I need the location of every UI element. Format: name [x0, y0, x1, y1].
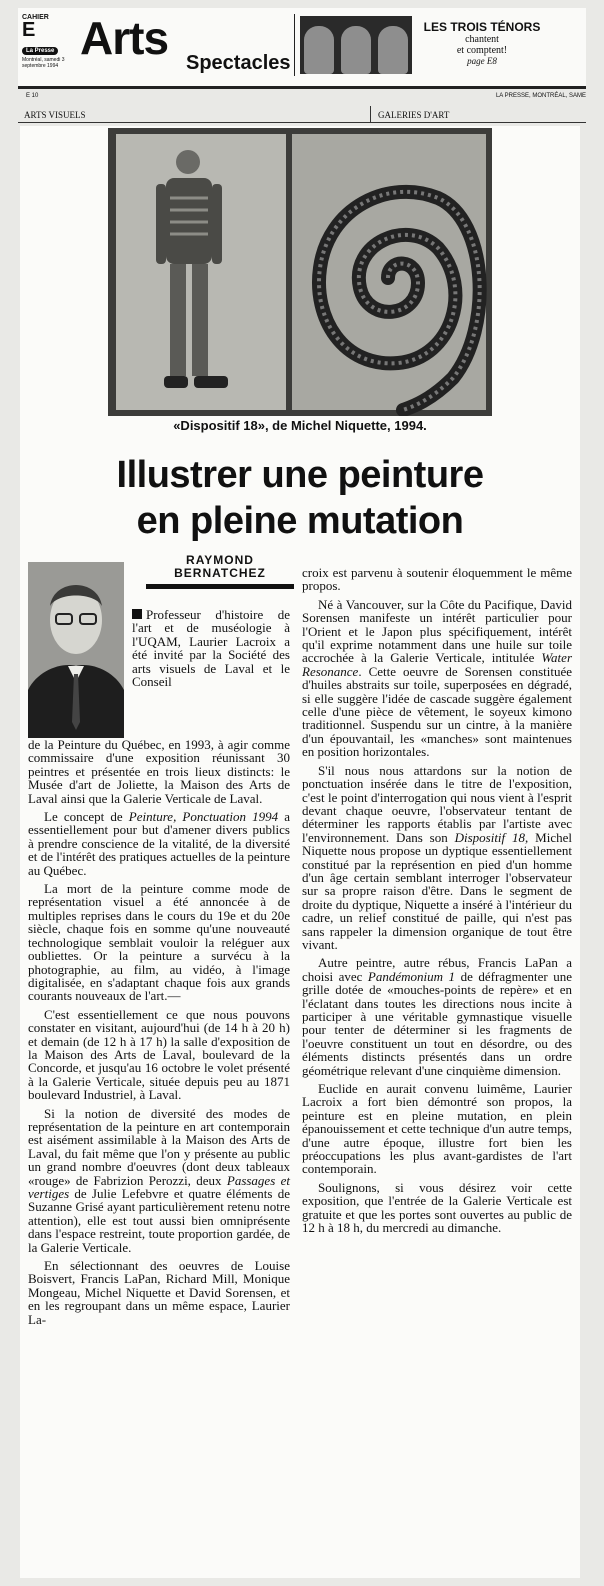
tenors-photo — [300, 16, 412, 74]
byline-last-name: BERNATCHEZ — [174, 566, 266, 580]
teaser-page: page E8 — [467, 56, 497, 66]
paragraph: Le concept de Peinture, Ponctuation 1994 a essentiellement pour but d'amener divers publics à prendre conscience de la vitalité, de la diversité et de l'intérêt des pratiques actuelles de la peinture au Québec. — [28, 809, 291, 878]
la-presse-logo: La Presse — [22, 47, 58, 55]
paragraph: C'est essentiellement ce que nous pouvons constater en visitant, aujourd'hui (de 14 h à 20 h) et demain (de 12 h à 17 h) la salle d'exposition de la Maison des Arts de Laval, boulevard de la Concorde, et jusqu'au 16 octobre le volet présenté à la Galerie Verticale, située depuis peu au 1871 boulevard Industriel, à Laval. — [28, 1006, 290, 1103]
paragraph: Professeur d'histoire de l'art et de muséologie à l'UQAM, Laurier Lacroix a été invité par la Société des arts visuels de Laval et le Conseil — [132, 607, 290, 690]
headline — [40, 452, 560, 544]
section-header — [18, 106, 586, 123]
teaser-title: LES TROIS TÉNORS — [423, 20, 541, 34]
paragraph: de la Peinture du Québec, en 1993, à agir comme commissaire d'une exposition réunissant 30 peintres et présentée en trois lieux distincts: le Musée d'art de Joliette, la Maison des Arts de Laval ainsi que la Galerie Verticale de Laval. — [28, 737, 290, 806]
page-bar — [18, 92, 586, 102]
tenor-face — [341, 26, 371, 74]
paragraph: En sélectionnant des oeuvres de Louise Boisvert, Francis LaPan, Richard Mill, Monique Mongeau, Michel Niquette et David Sorensen, et en les regroupant dans un même espace, Laurier La- — [28, 1258, 290, 1327]
cahier-block — [22, 14, 76, 69]
cahier-label: CAHIER — [22, 14, 49, 21]
teaser — [422, 20, 542, 66]
section-title: Arts — [80, 12, 169, 64]
artwork-photo — [108, 128, 492, 416]
byline-first-name: RAYMOND — [186, 553, 254, 567]
paragraph: Né à Vancouver, sur la Côte du Pacifique, David Sorensen manifeste un intérêt particulier pour l'Orient et le Japon plus spécifiquement, intérêt qu'il exprime notamment dans une huile sur toile accrochée à la Galerie Verticale, intitulée Water Resonance. Cette oeuvre de Sorensen constituée d'huiles abstraits sur toile, superposées en dégradé, si elle suggère l'idée de cascade suggère également celle d'une pièce de vêtement, le soyeux kimono traditionnel. Suspendu sur un cintre, à la manière d'un épouvantail, les «manches» sont maintenues en position horizontales. — [302, 596, 572, 760]
tenor-face — [304, 26, 334, 74]
column-2 — [302, 566, 572, 1240]
paragraph: Si la notion de diversité des modes de représentation de la peinture en art contemporain est aisément assimilable à la Maison des Arts de Laval, du fait même que l'on y présente au public un grand nombre d'oeuvres (dont deux tableaux «rouge» de Fabrizion Perozzi, deux Passages et vertiges de Julie Lefebvre et quatre éléments de Suzanne Grisé ayant particulièrement retenu notre attention), elle est tout aussi bien omniprésente dans l'espace restreint, toute proportion gardée, de la Galerie Verticale. — [28, 1105, 290, 1255]
section-label-left: ARTS VISUELS — [24, 110, 86, 120]
author-portrait — [28, 562, 124, 738]
section-label-right: GALERIES D'ART — [378, 110, 450, 120]
paragraph: Autre peintre, autre rébus, Francis LaPan a choisi avec Pandémonium 1 de défragmenter une grille dotée de «mouches-points de repère» et en l'éclatant dans toutes les directions nous incite à participer à une véritable gymnastique visuelle pour tenter de déterminer si les fragments de l'oeuvre constituent un tout en désordre, ou des éléments distincts présentés dans un ordre géométrique relevant d'une cinquième dimension. — [302, 955, 572, 1078]
teaser-line: et comptent! — [456, 45, 508, 56]
photo-caption: «Dispositif 18», de Michel Niquette, 1994. — [173, 418, 427, 433]
paragraph: La mort de la peinture comme mode de représentation visuel a été annoncée à de multiples reprises dans le cours du 19e et du 20e siècle, chaque fois en somme qu'une nouveauté technologique semblait vouloir la reléguer aux oubliettes. Or la peinture a survécu à la photographie, au film, au vidéo, à l'image digitalisée, en s'adaptant chaque fois aux grands courants nouveaux de l'art.— — [28, 881, 290, 1004]
paragraph: Soulignons, si vous désirez voir cette exposition, que l'entrée de la Galerie Verticale est gratuite et que les portes sont ouvertes au public de 12 h à 18 h, du mercredi au dimanche. — [302, 1179, 572, 1236]
lead-square-icon — [132, 609, 142, 619]
column-1 — [28, 738, 290, 1331]
article — [20, 126, 580, 1578]
masthead-divider — [294, 14, 295, 76]
paragraph: croix est parvenu à soutenir éloquemment le même propos. — [302, 565, 572, 594]
paragraph: S'il nous nous attardons sur la notion de ponctuation insérée dans le titre de l'exposition, c'est le point d'interrogation qui nous vient à l'esprit devant chaque oeuvre, l'observateur tentant de déterminer les rapports établis par l'artiste avec l'environnement. Dans son Dispositif 18, Michel Niquette nous propose un dyptique essentiellement constitué par la représention en pied d'un homme d'un âge certain semblant interroger l'observateur sur sa propre raison d'être. Dans le segment de droite du dyptique, Niquette a inséré à l'intérieur du cadre, un relief constitué de paille, qui n'est pas sans rappeler la dimension organique de tout être vivant. — [302, 762, 572, 952]
byline — [146, 554, 294, 589]
section-subtitle: Spectacles — [186, 52, 291, 74]
paragraph: Euclide en aurait convenu luimême, Laurier Lacroix a fort bien démontré son propos, la peinture est en pleine mutation, en plein épanouissement et cette technique d'un autre temps, d'une autre époque, illustre fort bien les préoccupations les plus avant-gardistes de l'art contemporain. — [302, 1081, 572, 1177]
paper-name: LA PRESSE, MONTRÉAL, SAME — [495, 93, 586, 99]
cahier-letter: E — [22, 19, 36, 41]
section-divider — [370, 106, 371, 122]
headline-line: Illustrer une peinture — [116, 454, 484, 496]
issue-date: Montréal, samedi 3 septembre 1994 — [22, 57, 65, 69]
masthead — [18, 8, 586, 89]
column-1-top — [132, 608, 290, 693]
tenor-face — [378, 26, 408, 74]
teaser-line: chantent — [465, 34, 499, 45]
page-number: E 10 — [26, 93, 39, 99]
headline-line: en pleine mutation — [136, 500, 464, 542]
